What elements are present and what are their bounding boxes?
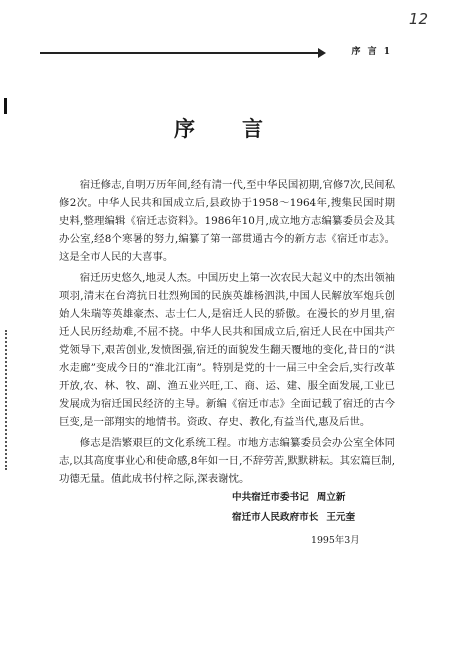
preface-body (59, 176, 395, 491)
running-head (40, 46, 392, 58)
scan-margin-dots (5, 330, 9, 470)
signature-name: 王元奎 (326, 512, 356, 523)
paragraph: 修志是浩繁艰巨的文化系统工程。市地方志编纂委员会办公室全体同志,以其高度事业心和使命感,8年如一日,不辞劳苦,默默耕耘。其宏篇巨制,功德无量。值此成书付梓之际,深表谢忱。 (59, 437, 395, 485)
signature-block (232, 488, 412, 528)
signature-line (232, 508, 412, 528)
paragraph: 宿迁历史悠久,地灵人杰。中国历史上第一次农民大起义中的杰出领袖项羽,清末在台湾抗日壮烈殉国的民族英雄杨泗洪,中国人民解放军炮兵创始人朱瑞等英雄豪杰、志士仁人,是宿迁人民的骄傲。在漫长的岁月里,宿迁人民历经劫难,不屈不挠。中华人民共和国成立后,宿迁人民在中国共产党领导下,艰苦创业,发愤图强,宿迁的面貌发生翻天覆地的变化,昔日的“洪水走廊”变成今日的“淮北江南”。特别是党的十一届三中全会后,实行改革开放,农、林、牧、副、渔五业兴旺,工、商、运、建、服全面发展,工业已发展成为宿迁国民经济的主导。新编《宿迁市志》全面记载了宿迁的古今巨变,是一部翔实的地情书。资政、存史、教化,有益当代,惠及后世。 (59, 272, 395, 428)
signature-name: 周立新 (316, 492, 346, 503)
date: 1995年3月 (311, 535, 360, 546)
handwritten-page-number: 12 (408, 10, 428, 28)
signature-line (232, 488, 412, 508)
signature-role: 中共宿迁市委书记 (232, 492, 309, 503)
signature-role: 宿迁市人民政府市长 (232, 512, 319, 523)
running-head-text: 序 言 1 (351, 47, 392, 57)
running-head-arrow-icon (318, 48, 326, 58)
page-title: 序 言 (174, 116, 276, 141)
running-head-rule (40, 52, 322, 54)
scan-margin-mark (4, 98, 7, 114)
paragraph: 宿迁修志,自明万历年间,经有清一代,至中华民国初期,官修7次,民间私修2次。中华人民共和国成立后,县政协于1958～1964年,搜集民国时期史料,整理编辑《宿迁志资料》。1986年10月,成立地方志编纂委员会及其办公室,经8个寒暑的努力,编纂了第一部贯通古今的新方志《宿迁市志》。这是全市人民的大喜事。 (59, 179, 395, 263)
